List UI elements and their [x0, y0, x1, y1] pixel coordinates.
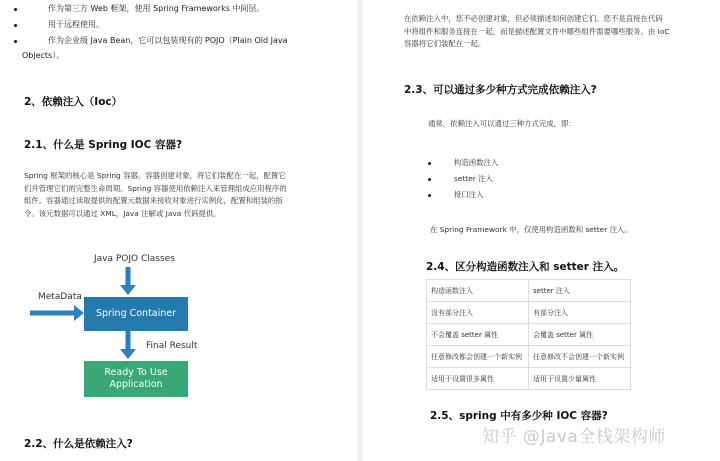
table-row: [427, 368, 631, 390]
intro-line: 容器将它们装配在一起。: [404, 39, 486, 48]
table-row: [427, 346, 631, 368]
right-page: [364, 0, 720, 461]
spring-container-label: Spring Container: [95, 308, 177, 319]
spring-container-box: [84, 297, 188, 331]
next-section-title: 2.2、什么是依赖注入?: [24, 438, 133, 450]
paragraph-line: 们并管理它们的完整生命周期。Spring 容器使用依赖注入来管理组成应用程序的: [24, 183, 287, 193]
pojo-classes-label: Java POJO Classes: [94, 254, 175, 264]
table-cell: 适用于设置少量属性: [529, 368, 631, 390]
paragraph: [24, 170, 349, 220]
table-cell: 适用于设置很多属性: [427, 368, 529, 390]
method-item: 构造函数注入: [454, 158, 499, 167]
bullet-dot: [14, 40, 17, 43]
arrow-head-metadata: [74, 305, 84, 321]
section-title-2-4: 2.4、区分构造函数注入和 setter 注入。: [426, 261, 625, 273]
arrow-head-result: [120, 349, 136, 359]
paragraph-line: 组件。容器通过读取提供的配置元数据来接收对象进行实例化，配置和组装的指: [24, 196, 283, 205]
comparison-table: [426, 279, 631, 390]
table-row: [427, 302, 631, 324]
table-row: [427, 324, 631, 346]
metadata-label: MetaData: [38, 292, 82, 302]
injection-note: 在 Spring Framework 中，仅使用构造函数和 setter 注入。: [430, 225, 632, 234]
intro-line: 中将组件和服务连接在一起，而是描述配置文件中哪些组件需要哪些服务。由 IoC: [404, 26, 670, 36]
table-cell: 任意修改都会创建一个新实例: [427, 346, 529, 368]
bullet-item: 作为第三方 Web 框架，使用 Spring Frameworks 中间层。: [48, 4, 265, 13]
section-title: 2、依赖注入（Ioc）: [24, 96, 123, 108]
paragraph-line: Spring 框架的核心是 Spring 容器。容器创建对象，将它们装配在一起，配置它: [24, 171, 286, 180]
intro-line: 在依赖注入中，您不必创建对象，但必须描述如何创建它们。您不是直接在代码: [404, 14, 663, 23]
section-2-3-text: 通常，依赖注入可以通过三种方式完成，即：: [428, 119, 576, 128]
watermark: 知乎 @Java全栈架构师: [482, 427, 666, 447]
application-label-line2: Application: [109, 379, 163, 390]
section-title-2-3: 2.3、可以通过多少种方式完成依赖注入?: [404, 84, 597, 96]
method-item: 接口注入: [454, 190, 484, 199]
arrow-head-pojo: [120, 285, 136, 295]
application-box: [84, 361, 188, 397]
table-cell: 有部分注入: [529, 302, 631, 324]
method-item: setter 注入: [454, 174, 493, 183]
table-cell: 构造函数注入: [427, 280, 529, 302]
paragraph-line: 令。该元数据可以通过 XML，Java 注解或 Java 代码提供。: [24, 208, 221, 218]
left-page: [0, 0, 356, 461]
bullet-dot: [428, 178, 431, 181]
intro-paragraph: [404, 13, 720, 51]
table-cell: 没有部分注入: [427, 302, 529, 324]
ioc-container-diagram: [0, 245, 356, 400]
subsection-title: 2.1、什么是 Spring IOC 容器?: [24, 139, 183, 151]
table-cell: 任意修改不会创建一个新实例: [529, 346, 631, 368]
application-label-line1: Ready To Use: [104, 367, 168, 378]
bullet-dot: [428, 194, 431, 197]
table-cell: 不会覆盖 setter 属性: [427, 324, 529, 346]
section-title-2-5: 2.5、spring 中有多少种 IOC 容器?: [430, 410, 608, 422]
bullet-item: 作为企业级 Java Bean，它可以包装现有的 POJO（Plain Old Java: [48, 36, 288, 45]
bullet-item: 用于远程使用。: [48, 20, 104, 29]
table-row: [427, 280, 631, 302]
table-cell: setter 注入: [529, 280, 631, 302]
page-divider: [358, 0, 362, 461]
final-result-label: Final Result: [146, 341, 198, 351]
bullet-item-continued: Objects）。: [22, 51, 65, 60]
bullet-dot: [14, 24, 17, 27]
bullet-dot: [428, 162, 431, 165]
bullet-dot: [14, 8, 17, 11]
table-cell: 会覆盖 setter 属性: [529, 324, 631, 346]
